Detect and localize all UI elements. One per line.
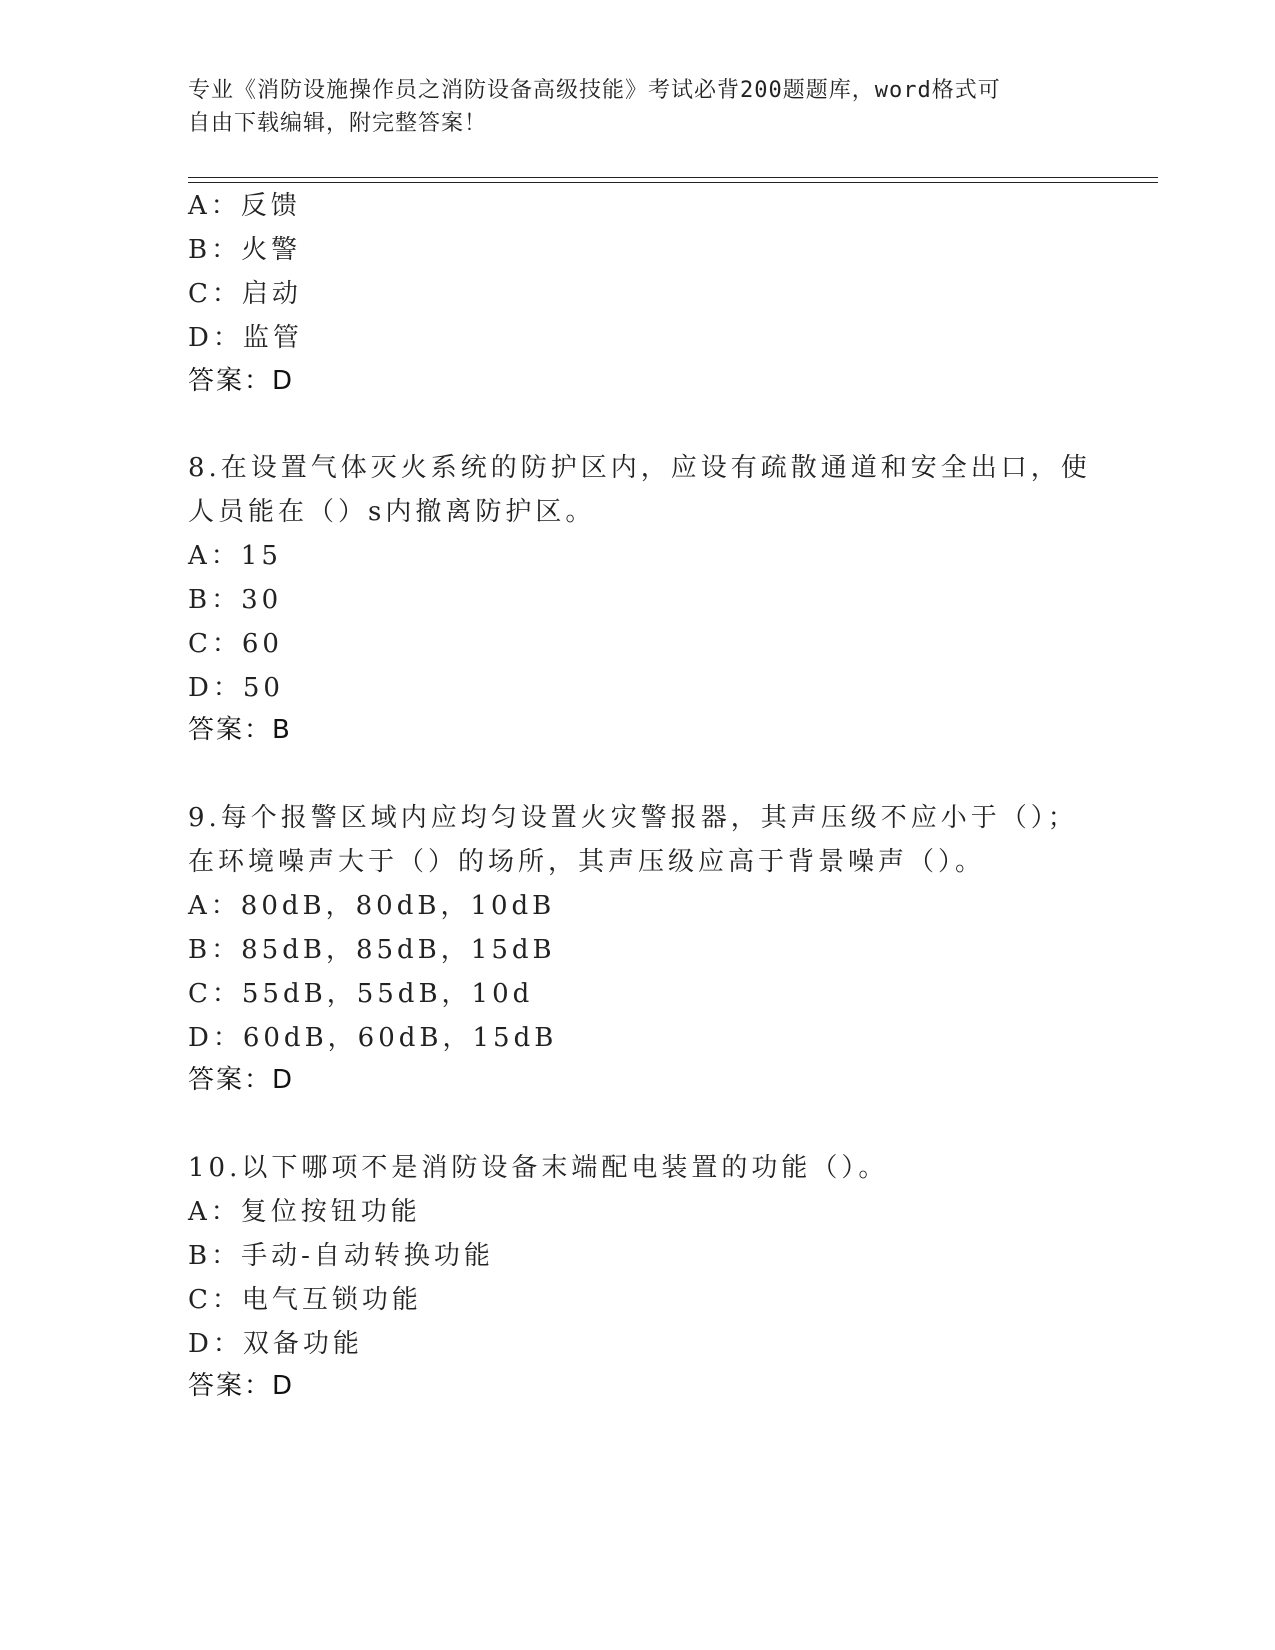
q8-answer: 答案：B — [188, 715, 292, 745]
q9-option-b: B：85dB，85dB，15dB — [188, 935, 556, 965]
q8-stem-line-2: 人员能在（）s内撤离防护区。 — [188, 497, 596, 527]
q7-option-b: B：火警 — [188, 235, 302, 265]
q8-option-b: B：30 — [188, 585, 283, 615]
q8-stem-line-1: 8.在设置气体灭火系统的防护区内，应设有疏散通道和安全出口，使 — [188, 453, 1091, 483]
q10-option-a: A：复位按钮功能 — [188, 1197, 421, 1227]
q7-option-c: C：启动 — [188, 279, 302, 309]
q8-option-d: D：50 — [188, 673, 284, 703]
q9-option-d: D：60dB，60dB，15dB — [188, 1023, 558, 1053]
q7-answer: 答案：D — [188, 366, 295, 396]
q10-stem-line-1: 10.以下哪项不是消防设备末端配电装置的功能（）。 — [188, 1153, 889, 1183]
header-line-1: 专业《消防设施操作员之消防设备高级技能》考试必背200题题库，word格式可 — [188, 78, 1001, 103]
document-header — [188, 74, 1088, 140]
q7-option-d: D：监管 — [188, 323, 303, 353]
header-divider-top — [188, 177, 1158, 178]
q9-option-a: A：80dB，80dB，10dB — [188, 891, 556, 921]
q9-stem-line-2: 在环境噪声大于（）的场所，其声压级应高于背景噪声（）。 — [188, 847, 986, 877]
q10-option-b: B：手动-自动转换功能 — [188, 1241, 494, 1271]
q8-option-c: C：60 — [188, 629, 283, 659]
q10-option-d: D：双备功能 — [188, 1329, 363, 1359]
q10-answer: 答案：D — [188, 1371, 295, 1401]
q8-option-a: A：15 — [188, 541, 282, 571]
q9-stem-line-1: 9.每个报警区域内应均匀设置火灾警报器，其声压级不应小于（）； — [188, 803, 1078, 833]
q9-option-c: C：55dB，55dB，10d — [188, 979, 534, 1009]
q10-option-c: C：电气互锁功能 — [188, 1285, 422, 1315]
q7-option-a: A：反馈 — [188, 191, 301, 221]
header-line-2: 自由下载编辑，附完整答案！ — [188, 111, 488, 136]
header-divider-bottom — [188, 182, 1158, 183]
q9-answer: 答案：D — [188, 1065, 295, 1095]
